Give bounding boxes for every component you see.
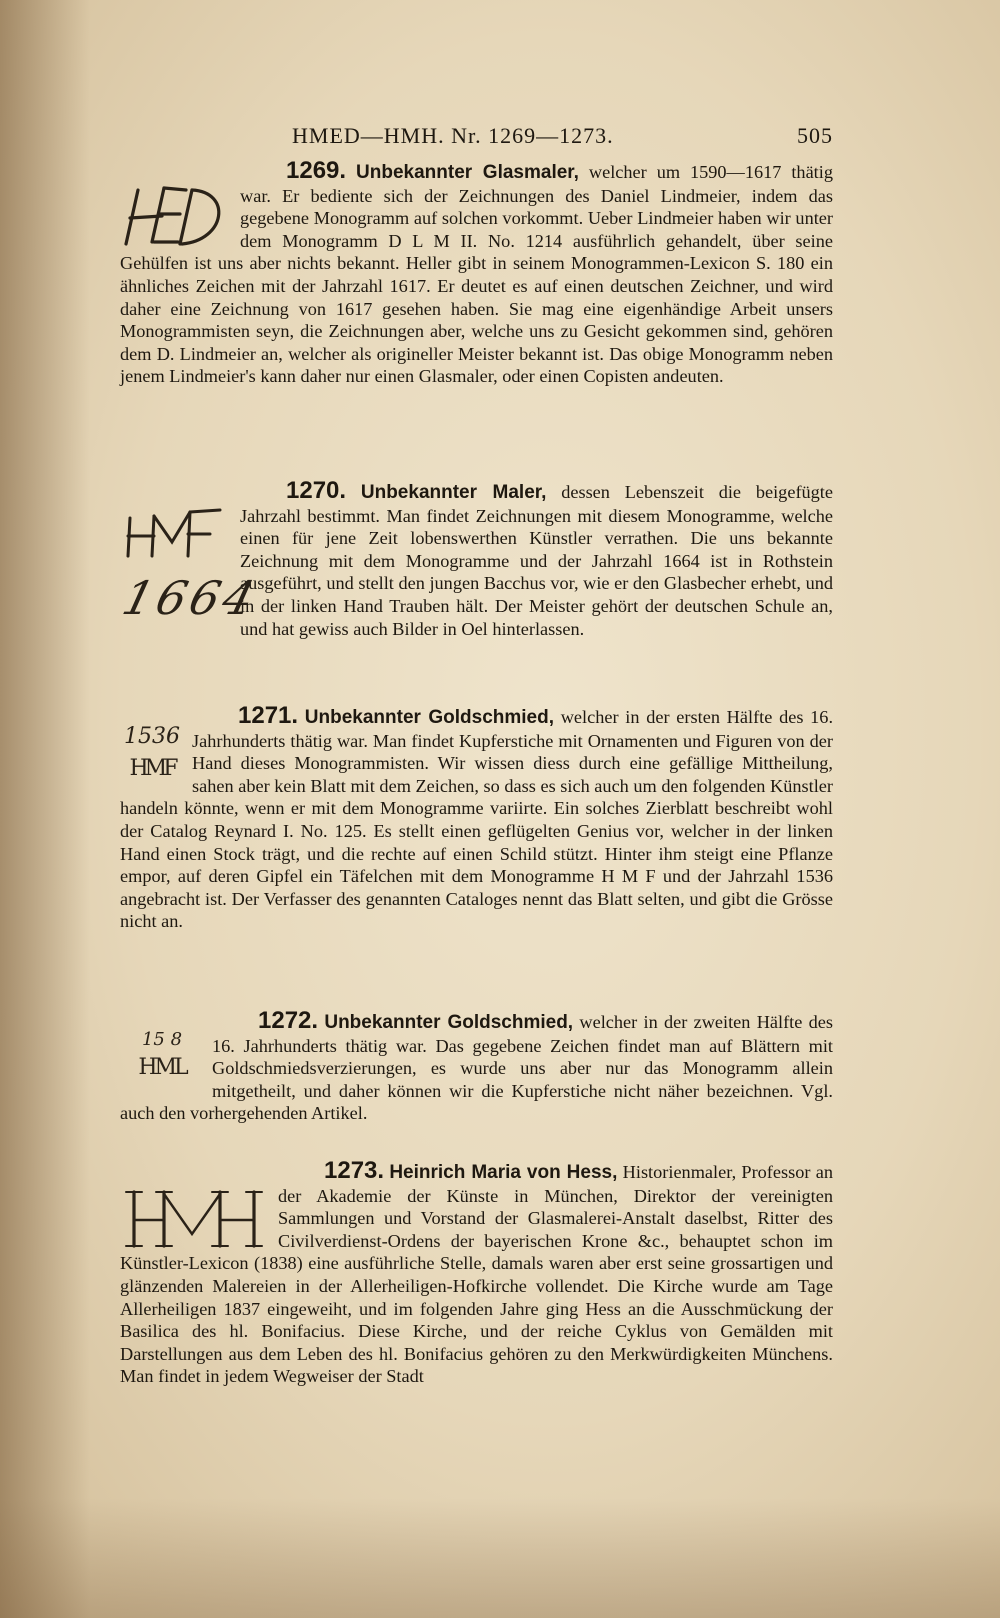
entry-body: welcher in der zweiten Hälfte des 16. Jahrhunderts thätig war. Das gegebene Zeichen findet man auf Blättern mit Goldschmiedsverzierungen, es wurde uns aber nur das Monogramm allein mitgetheilt, und daher können wir die Kupferstiche nicht näher bezeichnen. Vgl. auch den vorhergehenden Artikel. [120,1012,834,1124]
entry-number: 1270. [286,477,347,504]
entry-number: 1272. [258,1007,319,1034]
entry-1272 [120,1007,834,1125]
monogram-hmh [120,1184,270,1252]
entry-name: Unbekannter Maler, [360,482,547,503]
entry-name: Unbekannter Goldschmied, [304,707,554,728]
running-head-title: HMED—HMH. Nr. 1269—1273. [292,123,614,148]
monogram-hed-drawing [120,182,232,250]
entry-number: 1273. [324,1157,385,1184]
monogram-hmh-drawing [120,1184,270,1252]
monogram-hmf-letters [120,628,121,629]
entry-body: Historienmaler, Professor an der Akademie der Künste in München, Direktor der vereinigten Sammlungen und Vorstand der Glasmalerei-Anstalt daselbst, Ritter des Civilverdienst-Ordens der bayerischen Krone &c., behauptet schon im Künstler-Lexicon (1838) eine ausführliche Stelle, damals waren aber erst seine grossartigen und glänzenden Malereien in der Allerheiligen-Hofkirche vollendet. Die Kirche wurde am Tage Allerheiligen 1837 eingeweiht, und im folgenden Jahre ging Hess an die Ausschmückung der Basilica des hl. Bonifacius. Diese Kirche, und der reiche Cyklus von Gemälden mit Darstellungen aus dem Leben des hl. Bonifacius gehören zu den Merkwürdigkeiten Münchens. Man findet in jedem Wegweiser der Stadt [120,1162,833,1387]
entry-body: welcher in der ersten Hälfte des 16. Jahrhunderts thätig war. Man findet Kupferstiche mit Ornamenten und Figuren von der Hand dieses Monogrammisten. Wir wissen diess durch eine gefällige Mittheilung, sahen aber kein Blatt mit dem Zeichen, so dass es sich auch um den folgenden Künstler handeln könnte, wenn er mit dem Monogramme variirte. Ein solches Zierblatt beschreibt wohl der Catalog Reynard I. No. 125. Es stellt einen geflügelten Genius vor, welcher in der linken Hand einen Stock trägt, und die rechte auf einen Schild stützt. Hinter ihm steigt eine Pflanze empor, auf deren Gipfel ein Täfelchen mit dem Monogramme H M F und der Jahrzahl 1536 angebracht ist. Der Verfasser des genannten Cataloges nennt das Blatt selten, und gibt die Grösse nicht an. [120,707,834,932]
page-number: 505 [797,123,833,148]
entry-body: welcher um 1590—1617 thätig war. Er bediente sich der Zeichnungen des Daniel Lindmeier, indem das gegebene Monogramm auf solchen vorkommt. Ueber Lindmeier haben wir unter dem Monogramm D L M II. No. 1214 ausführlich gehandelt, über seine Gehülfen ist uns aber nichts bekannt. Heller gibt in seinem Monogrammen-Lexicon S. 180 ein ähnliches Zeichen mit der Jahrzahl 1617. Er deutet es auf einen deutschen Zeichner, und wird daher eine Zeichnung von 1617 gesehen haben. Sie mag eine eigenhändige Arbeit unsers Monogrammisten seyn, die Zeichnungen aber, welche uns zu Gesicht gekommen sind, gehören dem D. Lindmeier an, welcher als origineller Meister bekannt ist. Das obige Monogramm neben jenem Lindmeier's kann daher nur einen Glasmaler, oder einen Copisten andeuten. [120,162,833,387]
monogram-year: 15 8 [141,1029,183,1050]
bottom-shadow [0,1498,1000,1618]
entry-1272-text [120,1007,834,1125]
entry-name: Unbekannter Glasmaler, [356,162,579,183]
entry-1269 [120,157,833,388]
monogram-hed [120,182,232,250]
running-head [120,123,833,153]
binding-shadow [0,0,90,1618]
entry-number: 1271. [238,702,299,729]
entry-name: Unbekannter Goldschmied, [324,1012,574,1033]
monogram-hml [120,1030,204,1100]
monogram-hmf-1536 [120,725,184,795]
monogram-letters: HML [138,1055,186,1080]
entry-1271 [120,702,834,933]
monogram-hmf-1664 [117,502,264,640]
entry-1271-text [120,702,834,933]
monogram-year: 1664 [117,571,264,625]
monogram-year: 1536 [124,724,180,749]
entry-body: dessen Lebenszeit die beigefügte Jahrzahl bestimmt. Man findet Zeichnungen mit diesem Monogramme, welche einen für jene Zeit lobenswerthen Künstler verrathen. Die uns bekannte Zeichnung mit dem Monogramme und der Jahrzahl 1664 ist in Rothstein ausgeführt, und stellt den jungen Bacchus vor, wie er den Glasbecher erhebt, und in der linken Hand Trauben hält. Der Meister gehört der deutschen Schule an, und hat gewiss auch Bilder in Oel hinterlassen. [240,482,834,639]
entry-1273 [120,1157,833,1388]
entry-number: 1269. [286,157,347,184]
entry-1270 [117,477,834,640]
monogram-hmf-drawing [120,502,232,568]
monogram-letters: HMF [129,756,175,781]
entry-name: Heinrich Maria von Hess, [389,1162,618,1183]
